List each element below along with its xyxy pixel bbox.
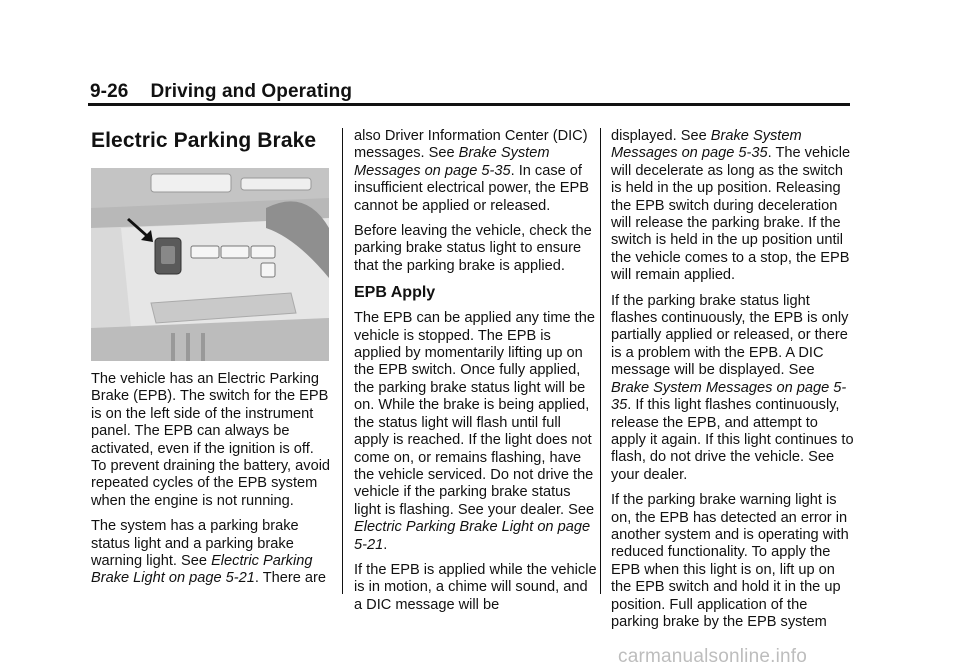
col1-p2-reference: Electric Parking Brake Light on page 5-21: [91, 553, 313, 587]
page-header: [90, 81, 850, 103]
col3-paragraph-1: [611, 128, 855, 285]
epb-switch-photo: [91, 168, 329, 361]
column-divider-1: [342, 128, 343, 594]
watermark: carmanualsonline.info: [618, 646, 808, 667]
col1-p2-text-b: . There are: [254, 570, 327, 587]
col1-p2-text-a: The system has a parking brake status light and a parking brake warning light. See: [91, 518, 299, 570]
header-rule: [88, 103, 850, 106]
section-heading: Electric Parking Brake: [91, 129, 317, 152]
page-number: 9-26: [90, 81, 129, 102]
subsection-heading: EPB Apply: [354, 284, 436, 302]
col3-p2-text-b: . If this light flashes continuously, release the EPB, and attempt to apply it again. If this light continues to flash, do not drive the vehicle. See your dealer.: [611, 397, 854, 483]
col3-paragraph-2: [611, 293, 855, 484]
col3-paragraph-3: If the parking brake warning light is on, the EPB has detected an error in another system and is operating with reduced functionality. To apply the EPB when this light is on, lift up on the EPB switch and hold it in the up position. Full application of the parking brake by the EPB system: [611, 492, 849, 630]
column-divider-2: [600, 128, 601, 594]
col2-paragraph-3: [354, 310, 598, 554]
column-3: [611, 128, 855, 639]
col3-p2-reference: Brake System Messages on page 5-35: [611, 379, 847, 414]
col2-p1-reference: Brake System Messages on page 5-35: [354, 145, 550, 179]
col1-paragraph-2: [91, 518, 331, 588]
col3-p1-text-b: . The vehicle will decelerate as long as the switch is held in the up position. Releasing the EPB switch during deceleration will release the parking brake. If the switch is held in the up position until the vehicle comes to a stop, the EPB will remain applied.: [611, 145, 851, 284]
col2-p3-text-a: The EPB can be applied any time the vehicle is stopped. The EPB is applied by momentarily lifting up on the EPB switch. Once fully applied, the parking brake status light will be on. While the brake is being applied, the status light will flash until full apply is reached. If the light does not come on, or remains flashing, have the vehicle serviced. Do not drive the vehicle if the parking brake status light is flashing. See your dealer. See: [354, 310, 595, 518]
col2-paragraph-1: [354, 128, 598, 215]
col2-paragraph-4: If the EPB is applied while the vehicle is in motion, a chime will sound, and a DIC message will be: [354, 561, 597, 613]
col2-p1-text-b: . In case of insufficient electrical power, the EPB cannot be applied or released.: [354, 162, 589, 214]
section-title: Driving and Operating: [150, 81, 353, 102]
col3-p1-reference: Brake System Messages on page 5-35: [611, 128, 802, 162]
epb-switch-illustration: [91, 168, 329, 361]
col3-p2-text-a: If the parking brake status light flashes continuously, the EPB is only partially applied or released, or there is a problem with the EPB. A DIC message will be displayed. See: [611, 292, 849, 379]
col2-p3-text-b: .: [383, 536, 388, 553]
column-1: [91, 128, 331, 596]
col3-p1-text-a: displayed. See: [611, 128, 711, 144]
col2-p3-reference: Electric Parking Brake Light on page 5-21: [354, 519, 591, 553]
column-2: [354, 128, 598, 622]
col1-paragraph-1: The vehicle has an Electric Parking Brake (EPB). The switch for the EPB is on the left side of the instrument panel. The EPB can always be activated, even if the ignition is off. To prevent draining the battery, avoid repeated cycles of the EPB system when the engine is not running.: [91, 371, 331, 509]
col2-p1-text-a: also Driver Information Center (DIC) messages. See: [354, 128, 588, 162]
col2-paragraph-2: Before leaving the vehicle, check the parking brake status light to ensure that the parking brake is applied.: [354, 223, 592, 274]
